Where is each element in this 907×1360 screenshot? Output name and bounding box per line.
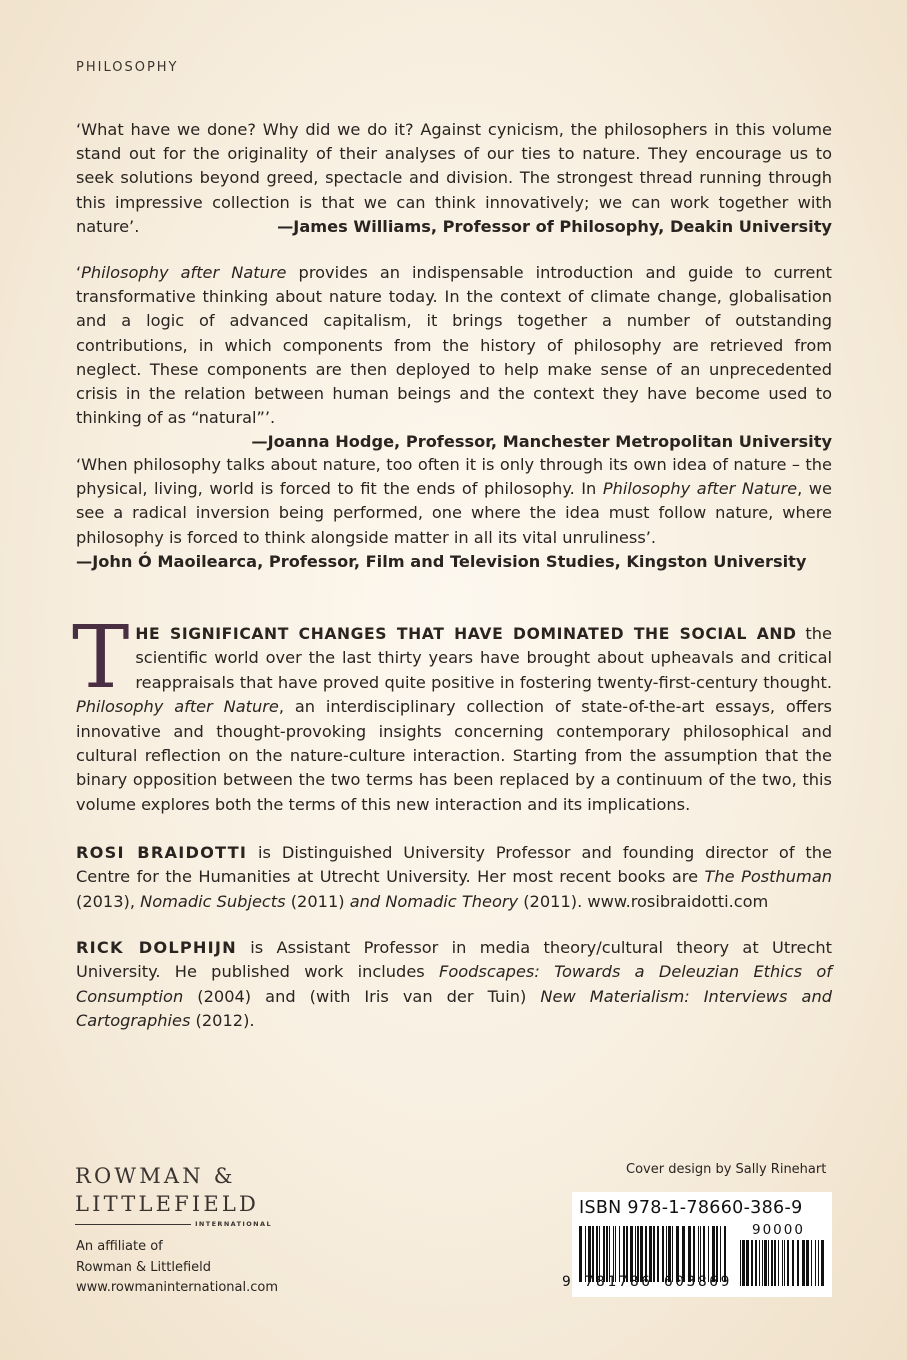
quote-text: provides an indispensable introduction and guide to current transformative thinking about nature today. In the context of climate change, globalisation and a logic of advanced capitalism, it brings together a number of outstanding contributions, in which components from the history of philosophy are retrieved from neglect. These components are then deployed to help make sense of an unprecedented crisis in the relation between human beings and the context they have become used to thinking of as “natural”’.	[76, 263, 832, 428]
editor-bio-braidotti	[76, 841, 832, 914]
barcode-bar	[802, 1240, 805, 1286]
section-label: PHILOSOPHY	[76, 60, 179, 75]
barcode-bar	[759, 1240, 760, 1286]
barcode-bar	[787, 1240, 789, 1286]
book-title: Philosophy after Nature	[76, 697, 279, 717]
book-title: Philosophy after Nature	[81, 263, 287, 282]
review-quote-3	[76, 453, 832, 574]
quote-attribution: —James Williams, Professor of Philosophy, Deakin University	[277, 216, 832, 236]
barcode-bar	[740, 1240, 741, 1286]
bio-text: (2011)	[285, 891, 350, 911]
editor-name: ROSI BRAIDOTTI	[76, 843, 248, 862]
ean-digits: 9 781786 603869	[562, 1274, 732, 1290]
barcode-bar	[755, 1240, 757, 1286]
barcode-bar	[742, 1240, 745, 1286]
publisher-logo-line1: ROWMAN &	[75, 1164, 236, 1188]
editor-name: RICK DOLPHIJN	[76, 938, 237, 957]
barcode-bar	[806, 1240, 809, 1286]
affiliate-line: Rowman & Littlefield	[76, 1259, 212, 1275]
bio-text: (2012).	[190, 1011, 255, 1031]
bio-text: (2011). www.rosibraidotti.com	[518, 891, 769, 911]
book-title: The Posthuman	[704, 867, 832, 887]
publisher-affiliate	[76, 1237, 278, 1299]
quote-text-continued: , we see a radical inversion being performed, one where the idea must follow nature, where philosophy is forced to think alongside matter in all its vital unruliness’.	[76, 479, 832, 547]
addon-barcode-bars	[740, 1240, 828, 1286]
drop-cap: T	[72, 608, 130, 708]
affiliate-line: An affiliate of	[76, 1239, 163, 1254]
book-title: Nomadic Subjects	[140, 891, 286, 911]
barcode-bar	[762, 1240, 763, 1286]
publisher-logo	[75, 1162, 272, 1228]
barcode-bar	[751, 1240, 753, 1286]
barcode-bar	[771, 1240, 773, 1286]
barcode-bar	[782, 1240, 783, 1286]
review-quote-2	[76, 261, 832, 455]
quote-attribution: —John Ó Maoilearca, Professor, Film and Television Studies, Kingston University	[76, 551, 807, 571]
barcode-bar	[778, 1240, 779, 1286]
price-addon-code: 90000	[752, 1222, 805, 1238]
blurb-lead-caps: HE SIGNIFICANT CHANGES THAT HAVE DOMINATED THE SOCIAL AND	[135, 625, 797, 643]
publisher-url: www.rowmaninternational.com	[76, 1280, 278, 1295]
book-title: Foodscapes: Towards a Deleuzian Ethics of Consumption	[76, 962, 832, 1006]
barcode-bar	[818, 1240, 819, 1286]
bio-text: (2013),	[76, 891, 141, 911]
book-title: Philosophy after Nature	[602, 479, 798, 499]
quote-text: ‘When philosophy talks about nature, too often it is only through its own idea of nature – the physical, living, world is forced to fit the ends of philosophy. In	[76, 455, 832, 499]
barcode-bar	[797, 1240, 799, 1286]
book-title: and Nomadic Theory	[349, 891, 519, 911]
blurb-text-continued: , an interdisciplinary collection of state-of-the-art essays, offers innovative and thought-provoking insights concerning contemporary philosophical and cultural reflection on the nature-culture interaction. Starting from the assumption that the binary opposition between the two terms has been replaced by a continuum of the two, this volume explores both the terms of this new interaction and its implications.	[76, 697, 832, 814]
isbn-text: ISBN 978-1-78660-386-9	[579, 1198, 803, 1218]
editor-bio-dolphijn	[76, 936, 832, 1034]
cover-credit: Cover design by Sally Rinehart	[626, 1162, 827, 1177]
book-blurb	[72, 608, 832, 817]
barcode-bar	[821, 1240, 824, 1286]
quote-open-mark: ‘	[76, 263, 82, 282]
barcode-bar	[746, 1240, 749, 1286]
barcode-bar	[784, 1240, 785, 1286]
barcode-bar	[811, 1240, 812, 1286]
book-title: New Materialism: Interviews and Cartographies	[76, 986, 832, 1031]
publisher-logo-line3: INTERNATIONAL	[195, 1220, 272, 1228]
quote-attribution: —Joanna Hodge, Professor, Manchester Metropolitan University	[251, 432, 832, 452]
publisher-logo-line2: LITTLEFIELD	[75, 1192, 260, 1216]
divider	[75, 1224, 191, 1225]
barcode-bar	[774, 1240, 776, 1286]
bio-text: is Distinguished University Professor and founding director of the Centre for the Humanities at Utrecht University. Her most recent books are	[76, 843, 832, 887]
barcode-bar	[764, 1240, 767, 1286]
barcode-bar	[815, 1240, 816, 1286]
barcode-bar	[768, 1240, 769, 1286]
quote-text: ‘What have we done? Why did we do it? Against cynicism, the philosophers in this volume stand out for the originality of their analyses of our ties to nature. They encourage us to seek solutions beyond greed, spectacle and division. The strongest thread running through this impressive collection is that we can think innovatively; we can work together with nature’.	[76, 120, 832, 236]
review-quote-1	[76, 118, 832, 239]
blurb-text: the scientific world over the last thirty years have brought about upheavals and critical reappraisals that have proved quite positive in fostering twenty-first-century thought.	[135, 624, 832, 692]
publisher-logo-rule	[75, 1220, 272, 1228]
barcode-bar	[792, 1240, 794, 1286]
bio-text: (2004) and (with Iris van der Tuin)	[183, 986, 541, 1006]
bio-text: is Assistant Professor in media theory/cultural theory at Utrecht University. He published work includes	[76, 938, 832, 982]
